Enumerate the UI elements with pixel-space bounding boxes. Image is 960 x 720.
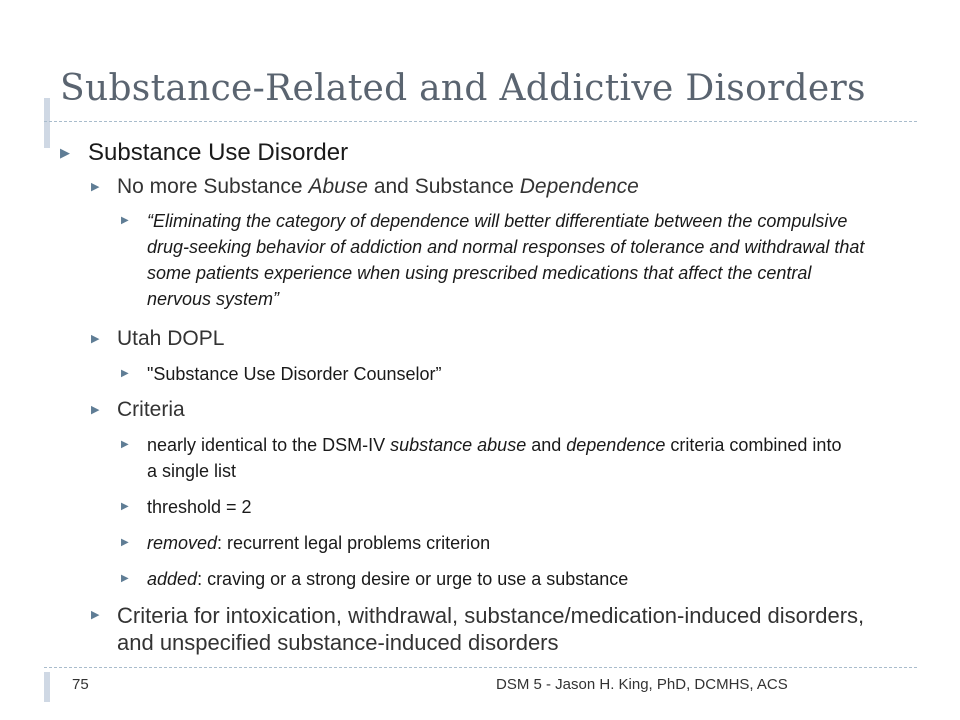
triangle-right-icon: ▶ <box>121 573 129 584</box>
triangle-right-icon: ▶ <box>121 215 129 226</box>
page-number: 75 <box>72 676 89 693</box>
triangle-right-icon: ▶ <box>91 404 100 416</box>
footer-divider <box>44 667 917 668</box>
bullet-utah-dopl <box>60 326 890 352</box>
footer-accent-bar <box>44 672 50 702</box>
bullet-text: "Substance Use Disorder Counselor” <box>147 364 442 384</box>
bullet-no-more-abuse-dependence <box>60 174 890 200</box>
triangle-right-icon: ▶ <box>91 609 100 621</box>
bullet-substance-use-disorder <box>60 138 890 168</box>
triangle-right-icon: ▶ <box>121 501 129 512</box>
bullet-criteria-for <box>60 602 890 656</box>
bullet-text: Criteria for intoxication, withdrawal, substance/medication-induced disorders, and unspecified substance-induced disorders <box>117 603 865 655</box>
slide-title: Substance-Related and Addictive Disorders <box>60 68 866 109</box>
bullet-text: removed: recurrent legal problems criterion <box>147 533 491 553</box>
bullet-added <box>60 566 890 592</box>
triangle-right-icon: ▶ <box>60 145 70 160</box>
triangle-right-icon: ▶ <box>121 537 129 548</box>
triangle-right-icon: ▶ <box>121 439 129 450</box>
bullet-counselor <box>60 361 890 387</box>
triangle-right-icon: ▶ <box>91 181 100 193</box>
bullet-text: nearly identical to the DSM-IV substance abuse and dependence criteria combined into a single list <box>147 435 842 481</box>
bullet-text: Utah DOPL <box>117 327 225 350</box>
bullet-dependence-quote <box>60 208 890 312</box>
bullet-text: Substance Use Disorder <box>88 139 349 166</box>
bullet-text: No more Substance Abuse and Substance Dependence <box>117 175 639 198</box>
bullet-text: threshold = 2 <box>147 497 252 517</box>
bullet-text: added: craving or a strong desire or urge to use a substance <box>147 569 629 589</box>
bullet-text: Criteria <box>117 398 185 421</box>
bullet-removed <box>60 530 890 556</box>
slide-content <box>60 130 890 656</box>
title-accent-bar <box>44 98 50 148</box>
triangle-right-icon: ▶ <box>91 333 100 345</box>
bullet-nearly-identical <box>60 432 890 484</box>
triangle-right-icon: ▶ <box>121 368 129 379</box>
bullet-criteria <box>60 397 890 423</box>
footer-credit: DSM 5 - Jason H. King, PhD, DCMHS, ACS <box>496 676 788 693</box>
title-divider <box>44 121 917 122</box>
quote-text: “Eliminating the category of dependence will better differentiate between the compulsive drug-seeking behavior of addiction and normal responses of tolerance and withdrawal that some patients experience when using prescribed medications that affect the central nervous system” <box>147 211 865 309</box>
bullet-threshold <box>60 494 890 520</box>
